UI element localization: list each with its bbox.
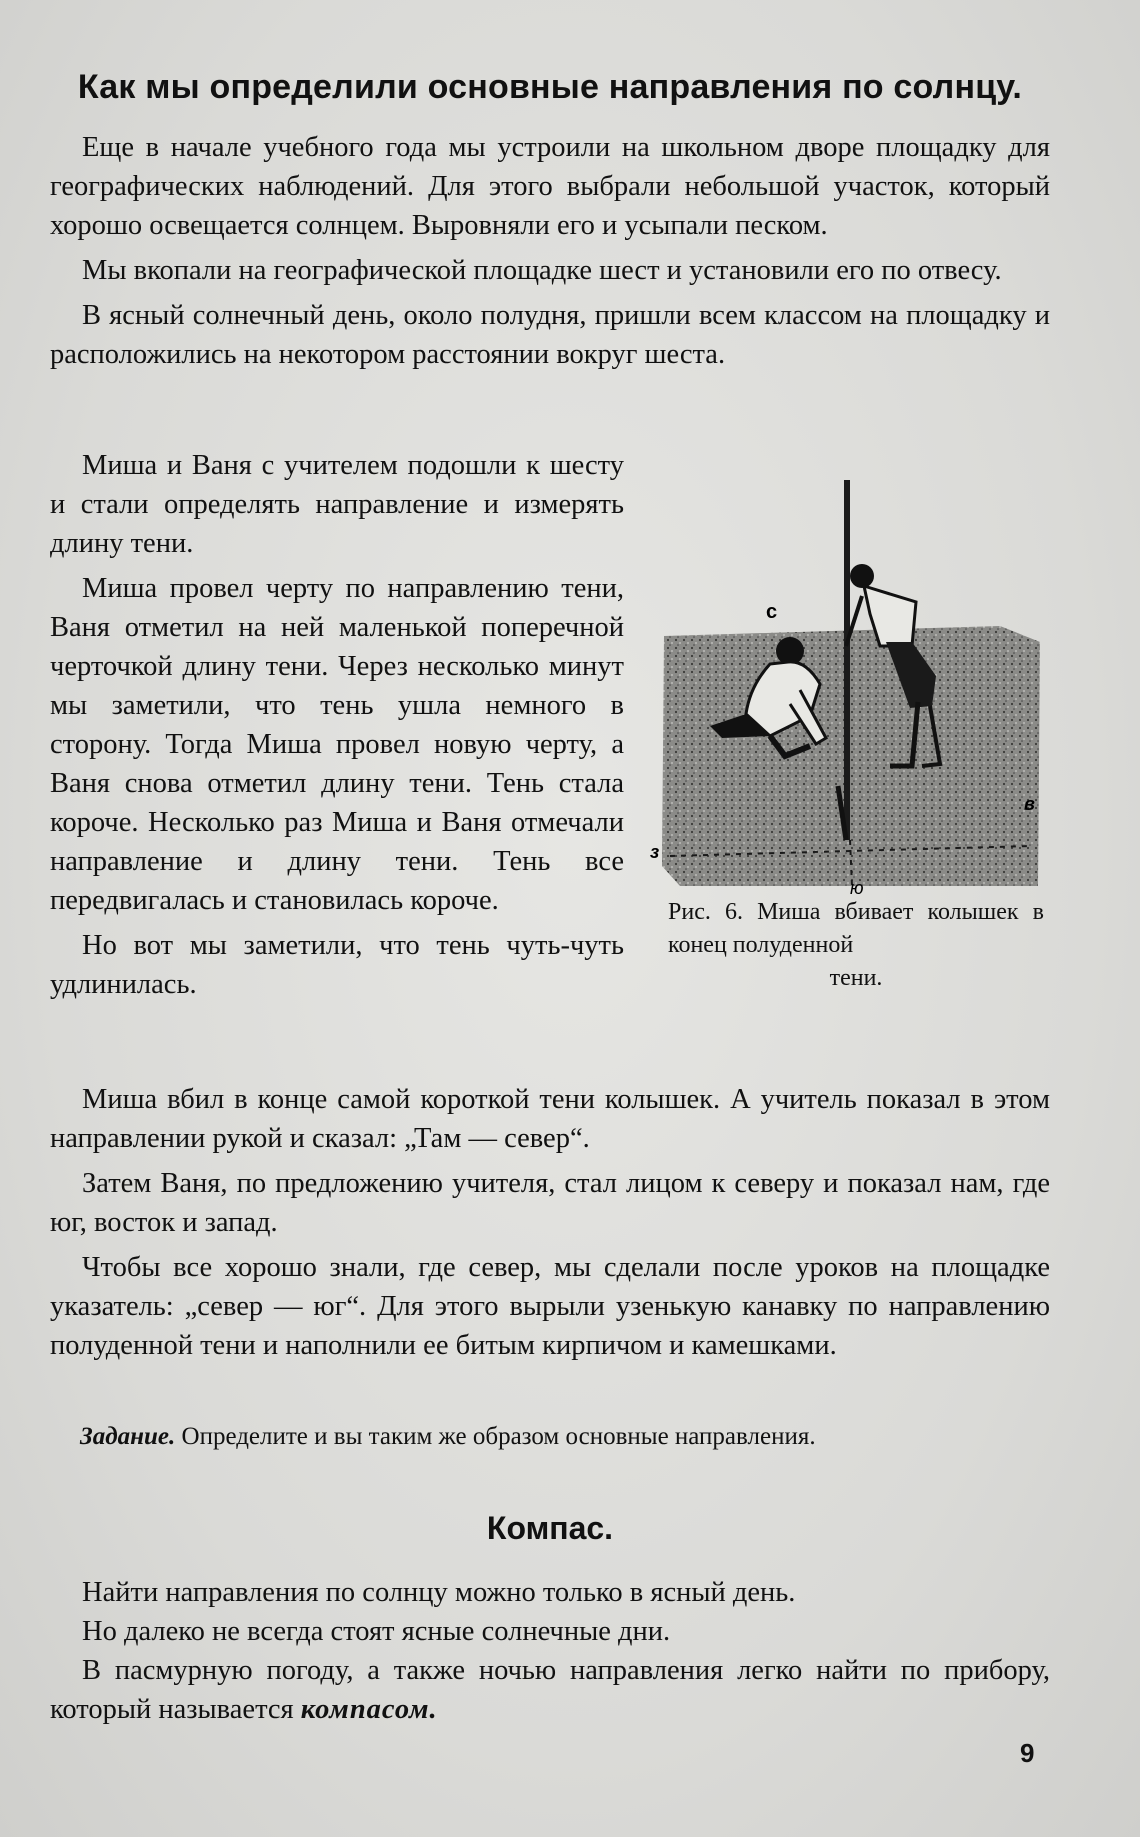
paragraph: Но вот мы заметили, что тень чуть-чуть удлинилась.: [50, 930, 624, 1000]
paragraph: Миша вбил в конце самой короткой тени колышек. А учитель показал в этом направлении рукой и сказал: „Там — север“.: [50, 1084, 1050, 1154]
emphasized-term: компасом.: [300, 1694, 438, 1725]
section-title: Компас.: [486, 1510, 614, 1546]
paragraph-text: В пасмурную погоду, а также ночью направления легко найти по прибору, который называется: [50, 1655, 1050, 1725]
figure-caption: [668, 896, 1044, 995]
top-text-block: [50, 128, 1050, 374]
page-title: Как мы определили основные направления по солнцу.: [77, 68, 1023, 106]
page-number: 9: [1020, 1738, 1035, 1768]
caption-line: тени.: [829, 965, 883, 991]
paragraph: Еще в начале учебного года мы устроили на школьном дворе площадку для географических наблюдений. Для этого выбрали небольшой участок, который хорошо освещается солнцем. Выровняли его и усыпали песком.: [50, 132, 1050, 241]
paragraph: Но далеко не всегда стоят ясные солнечные дни.: [82, 1616, 671, 1647]
task-label: Задание.: [80, 1423, 176, 1450]
south-label: ю: [850, 878, 864, 896]
figure-illustration: [650, 446, 1050, 896]
east-label: в: [1024, 794, 1035, 814]
paragraph: Затем Ваня, по предложению учителя, стал лицом к северу и показал нам, где юг, восток и запад.: [50, 1168, 1050, 1238]
paragraph: Миша и Ваня с учителем подошли к шесту и стали определять направление и измерять длину тени.: [50, 450, 624, 559]
west-label: з: [650, 842, 660, 862]
paragraph: Миша провел черту по направлению тени, Ваня отметил на ней маленькой поперечной черточкой длину тени. Через несколько минут мы заметили, что тень ушла немного в сторону. Тогда Миша провел новую черту, а Ваня снова отметил длину тени. Тень стала короче. Несколько раз Миша и Ваня отмечали направление и длину тени. Тень все передвигалась и становилась короче.: [50, 573, 624, 916]
paragraph: [50, 1651, 1050, 1729]
figure: [650, 446, 1050, 995]
paragraph: Чтобы все хорошо знали, где север, мы сделали после уроков на площадке указатель: „север — юг“. Для этого вырыли узенькую канавку по направлению полуденной тени и наполнили ее битым кирпичом и камешками.: [50, 1252, 1050, 1361]
figure-text-block: [50, 446, 1050, 1004]
after-figure-text-block: [50, 1080, 1050, 1365]
sandy-ground: [662, 626, 1040, 886]
north-label: с: [766, 601, 778, 623]
paragraph: Мы вкопали на географической площадке шест и установили его по отвесу.: [82, 255, 1002, 286]
task: [50, 1420, 1050, 1454]
pole: [844, 480, 850, 840]
caption-line: Рис. 6. Миша вбивает колышек в конец полуденной: [668, 899, 1044, 958]
paragraph: Найти направления по солнцу можно только в ясный день.: [82, 1577, 796, 1608]
compass-text-block: [50, 1573, 1050, 1729]
paragraph: В ясный солнечный день, около полудня, пришли всем классом на площадку и расположились на некотором расстоянии вокруг шеста.: [50, 300, 1050, 370]
task-text: Определите и вы таким же образом основные направления.: [181, 1423, 816, 1450]
